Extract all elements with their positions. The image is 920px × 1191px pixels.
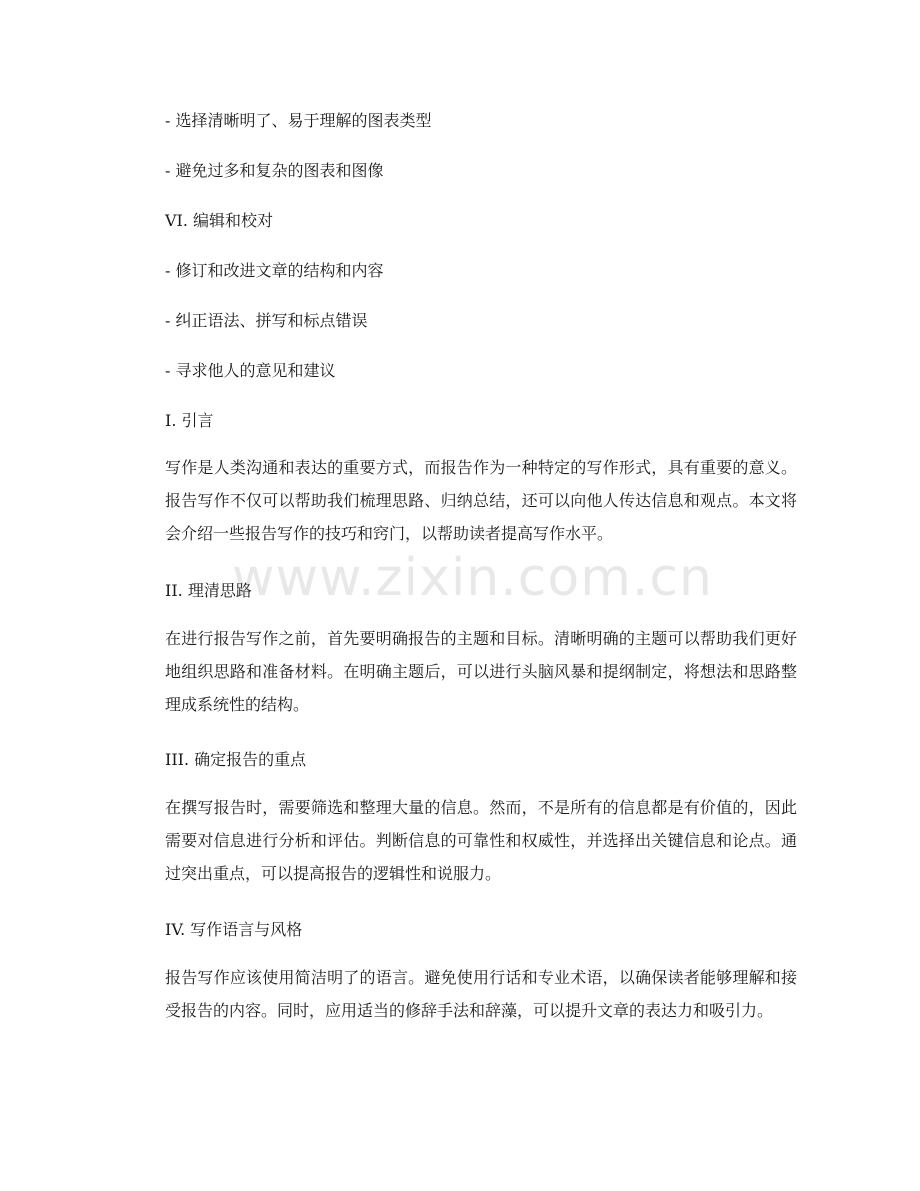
section-heading-i: I. 引言 <box>165 411 214 430</box>
section-heading-iv: IV. 写作语言与风格 <box>165 920 303 939</box>
list-item-choose-charts: - 选择清晰明了、易于理解的图表类型 <box>165 111 432 130</box>
paragraph-language-style: 报告写作应该使用简洁明了的语言。避免使用行话和专业术语，以确保读者能够理解和接受报告的内容。同时，应用适当的修辞手法和辞藻，可以提升文章的表达力和吸引力。 <box>165 968 797 1020</box>
section-heading-ii: II. 理清思路 <box>165 581 252 600</box>
list-item-correct-errors: - 纠正语法、拼写和标点错误 <box>165 311 368 330</box>
list-item-avoid-complex-charts: - 避免过多和复杂的图表和图像 <box>165 161 384 180</box>
section-heading-iii: III. 确定报告的重点 <box>165 750 307 769</box>
paragraph-report-focus: 在撰写报告时，需要筛选和整理大量的信息。然而，不是所有的信息都是有价值的，因此需要对信息进行分析和评估。判断信息的可靠性和权威性，并选择出关键信息和论点。通过突出重点，可以提高报告的逻辑性和说服力。 <box>165 798 797 883</box>
section-heading-vi: VI. 编辑和校对 <box>165 211 274 230</box>
paragraph-clarify-thinking: 在进行报告写作之前，首先要明确报告的主题和目标。清晰明确的主题可以帮助我们更好地组织思路和准备材料。在明确主题后，可以进行头脑风暴和提纲制定，将想法和思路整理成系统性的结构。 <box>165 629 797 714</box>
paragraph-introduction: 写作是人类沟通和表达的重要方式，而报告作为一种特定的写作形式，具有重要的意义。报告写作不仅可以帮助我们梳理思路、归纳总结，还可以向他人传达信息和观点。本文将会介绍一些报告写作的技巧和窍门，以帮助读者提高写作水平。 <box>165 458 797 543</box>
list-item-seek-feedback: - 寻求他人的意见和建议 <box>165 361 336 380</box>
list-item-revise: - 修订和改进文章的结构和内容 <box>165 261 384 280</box>
watermark: www.zixin.com.cn <box>232 548 713 608</box>
